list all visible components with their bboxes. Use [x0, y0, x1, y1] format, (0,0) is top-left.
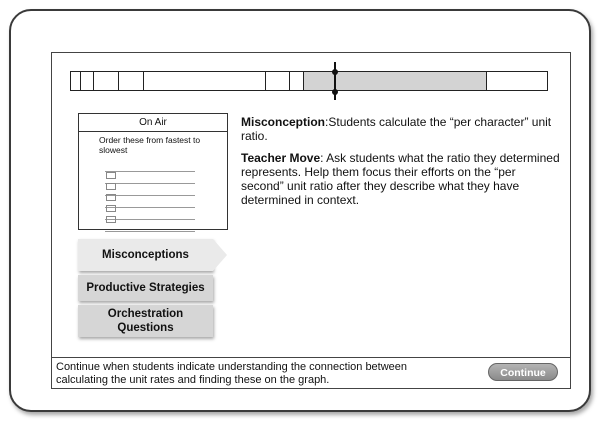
- active-menu-pointer: [213, 239, 227, 271]
- timeline-segment[interactable]: [290, 72, 304, 90]
- timeline-segment[interactable]: [119, 72, 144, 90]
- timeline-segment-current[interactable]: [304, 72, 487, 90]
- footer-instruction: Continue when students indicate understanding the connection between calculating the unit rates and finding these on the graph.: [56, 361, 408, 386]
- misconception-text: :Students calculate the “per character” unit ratio.: [241, 115, 552, 143]
- lesson-screen: [51, 52, 571, 389]
- menu-productive-strategies[interactable]: Productive Strategies: [78, 275, 213, 301]
- timeline-segment[interactable]: [71, 72, 81, 90]
- menu-orchestration-questions[interactable]: Orchestration Questions: [78, 305, 213, 337]
- misconception-paragraph: [241, 115, 561, 143]
- timeline-segment[interactable]: [266, 72, 290, 90]
- playhead-top-dot: [332, 69, 338, 75]
- teacher-move-label: Teacher Move: [241, 151, 321, 165]
- playhead-bottom-dot: [332, 89, 338, 95]
- continue-button[interactable]: Continue: [488, 363, 558, 381]
- slide-thumbnail[interactable]: [78, 113, 228, 230]
- thumbnail-order-box: [106, 194, 116, 201]
- table-row: [105, 220, 195, 232]
- misconception-label: Misconception: [241, 115, 326, 129]
- timeline-segment[interactable]: [94, 72, 119, 90]
- timeline-segment[interactable]: [81, 72, 94, 90]
- thumbnail-table: [105, 160, 195, 232]
- thumbnail-order-box: [106, 172, 116, 179]
- table-row: [105, 184, 195, 196]
- teacher-move-paragraph: [241, 151, 561, 207]
- device-frame: [9, 9, 591, 412]
- thumbnail-title: On Air: [79, 114, 227, 132]
- thumbnail-order-box: [106, 205, 116, 212]
- table-row: [105, 160, 195, 172]
- guidance-content: [241, 115, 561, 215]
- table-row: [105, 196, 195, 208]
- table-row: [105, 172, 195, 184]
- table-row: [105, 208, 195, 220]
- thumbnail-order-box: [106, 183, 116, 190]
- progress-timeline: [70, 71, 548, 91]
- thumbnail-text: Order these from fastest to slowest: [99, 135, 201, 155]
- menu-misconceptions[interactable]: Misconceptions: [78, 239, 213, 271]
- timeline-segment[interactable]: [144, 72, 266, 90]
- timeline-segment[interactable]: [487, 72, 547, 90]
- footer-bar: [52, 357, 570, 388]
- thumbnail-order-box: [106, 216, 116, 223]
- teacher-move-text: : Ask students what the ratio they determined represents. Help them focus their efforts on the “per second” unit ratio after they describe what they have determined in context.: [241, 151, 560, 207]
